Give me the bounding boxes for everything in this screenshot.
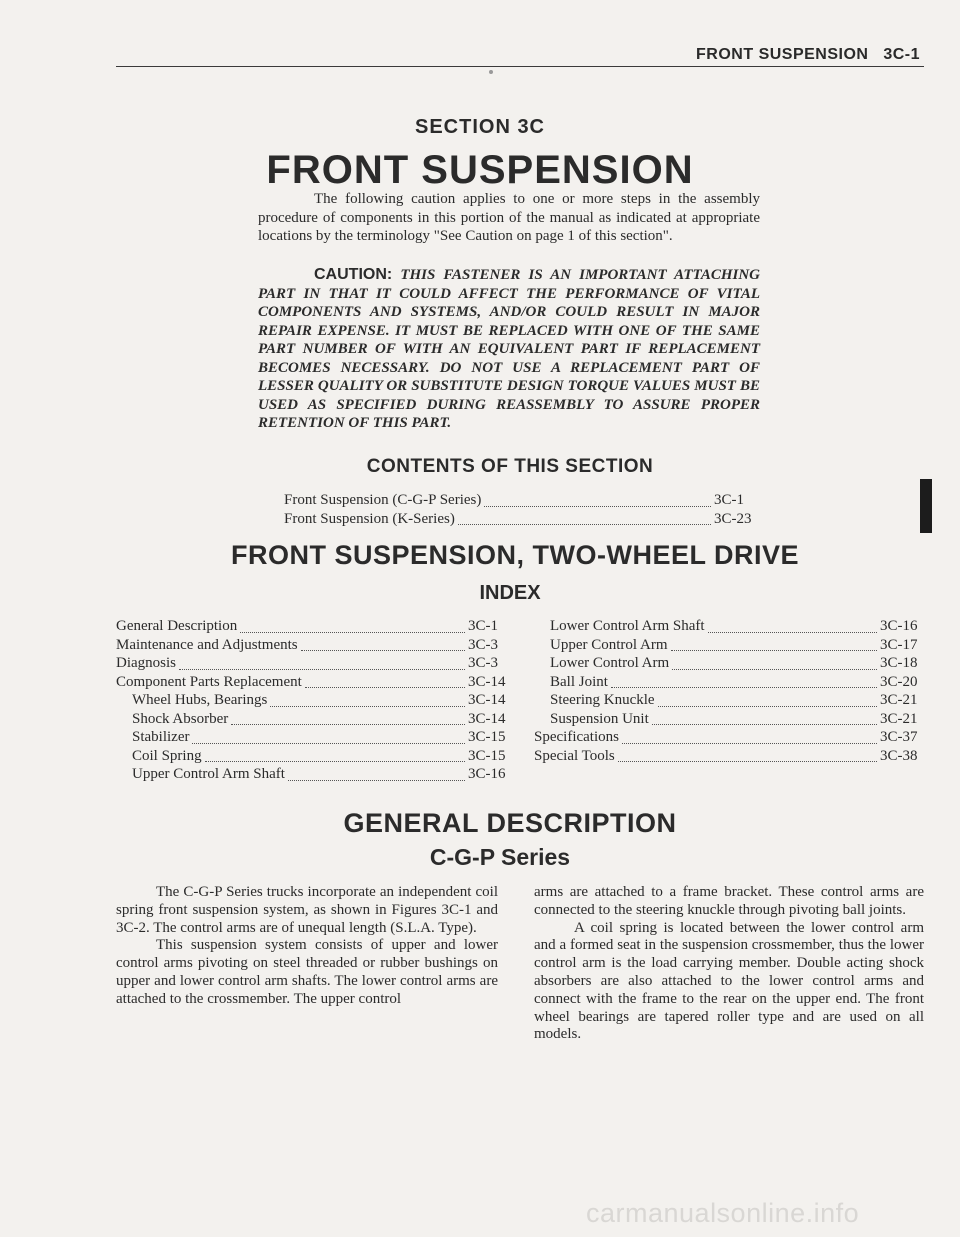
section-tab-marker: [920, 479, 932, 533]
body-paragraph: arms are attached to a frame bracket. These control arms are connected to the steering knuckle through pivoting ball joints.: [534, 884, 924, 918]
contents-item-page: 3C-23: [714, 510, 752, 527]
caution-label: CAUTION:: [314, 266, 393, 283]
index-item-page: 3C-1: [468, 618, 498, 634]
leader-dots: [658, 705, 877, 707]
index-item-label: Diagnosis: [116, 655, 176, 671]
index-title: INDEX: [479, 582, 541, 604]
index-item-page: 3C-21: [880, 692, 918, 708]
index-item-label: Stabilizer: [132, 729, 190, 745]
part-title: FRONT SUSPENSION, TWO-WHEEL DRIVE: [230, 540, 800, 570]
body-paragraph: This suspension system consists of upper and lower control arms pivoting on steel threaded or rubber bushings on upper and lower control arm shafts. The lower control arms are attached to the crossmember. The upper control: [116, 937, 498, 1007]
index-item-label: Specifications: [534, 729, 619, 745]
leader-dots: [458, 523, 711, 525]
intro-paragraph: The following caution applies to one or more steps in the assembly procedure of components in this portion of the manual as indicated at appropriate locations by the terminology "See Caution on page 1 of this section".: [258, 191, 760, 244]
index-item-label: Lower Control Arm Shaft: [550, 618, 705, 634]
contents-item-label: Front Suspension (K-Series): [284, 510, 455, 527]
leader-dots: [240, 631, 465, 633]
index-item-page: 3C-21: [880, 710, 918, 727]
index-item: [116, 637, 514, 656]
contents-list: [284, 492, 770, 529]
leader-dots: [192, 742, 465, 744]
index-item: [116, 729, 514, 748]
index-item: [534, 729, 926, 748]
index-item-page: 3C-20: [880, 673, 918, 690]
index-item: [116, 655, 514, 674]
index-item-page: 3C-14: [468, 710, 506, 727]
index-item: [534, 637, 926, 656]
index-item: [534, 692, 926, 711]
body-column-left: [116, 884, 498, 1009]
index-item: [534, 748, 926, 767]
index-item-page: 3C-37: [880, 729, 918, 745]
index-item-label: Upper Control Arm: [550, 636, 668, 653]
body-paragraph: The C-G-P Series trucks incorporate an independent coil spring front suspension system, as shown in Figures 3C-1 and 3C-2. The control arms are of unequal length (S.L.A. Type).: [116, 884, 498, 936]
contents-item-label: Front Suspension (C-G-P Series): [284, 492, 482, 508]
index-item-label: Ball Joint: [550, 673, 608, 690]
index-item: [534, 711, 926, 730]
print-speck: [489, 70, 493, 74]
index-item-page: 3C-38: [880, 747, 918, 764]
index-item-label: Coil Spring: [132, 747, 202, 764]
leader-dots: [672, 668, 877, 670]
index-item-page: 3C-14: [468, 673, 506, 690]
index-item: [534, 674, 926, 693]
leader-dots: [205, 760, 465, 762]
caution-text: THIS FASTENER IS AN IMPORTANT ATTACHING PART IN THAT IT COULD AFFECT THE PERFORMANCE OF VITAL COMPONENTS AND SYSTEMS, AND/OR COULD RESULT IN MAJOR REPAIR EXPENSE. IT MUST BE REPLACED WITH ONE OF THE SAME PART NUMBER OF WITH AN EQUIVALENT PART IF REPLACEMENT BECOMES NECESSARY. DO NOT USE A REPLACEMENT PART OF LESSER QUALITY OR SUBSTITUTE DESIGN TORQUE VALUES MUST BE USED AS SPECIFIED DURING REASSEMBLY TO ASSURE PROPER RETENTION OF THIS PART.: [258, 267, 761, 431]
leader-dots: [288, 779, 465, 781]
header-rule: [116, 66, 924, 67]
index-item-label: Upper Control Arm Shaft: [132, 766, 285, 782]
leader-dots: [671, 649, 878, 651]
index-item-label: Steering Knuckle: [550, 692, 655, 708]
index-item: [534, 655, 926, 674]
index-item-page: 3C-15: [468, 747, 506, 764]
general-description-subtitle: C-G-P Series: [429, 844, 571, 870]
index-item-page: 3C-15: [468, 729, 506, 745]
running-head: FRONT SUSPENSION 3C-1: [696, 46, 920, 63]
index-item: [116, 711, 514, 730]
index-item: [116, 674, 514, 693]
leader-dots: [270, 705, 465, 707]
general-description-title: GENERAL DESCRIPTION: [343, 808, 677, 838]
leader-dots: [484, 505, 711, 507]
leader-dots: [305, 686, 465, 688]
section-title: FRONT SUSPENSION: [266, 148, 694, 192]
leader-dots: [652, 723, 877, 725]
index-item-label: Wheel Hubs, Bearings: [132, 692, 268, 708]
index-item-page: 3C-16: [468, 766, 506, 782]
index-item-label: Maintenance and Adjustments: [116, 636, 298, 653]
index-item-label: General Description: [116, 618, 238, 634]
contents-item: [284, 492, 770, 511]
leader-dots: [301, 649, 465, 651]
contents-title: CONTENTS OF THIS SECTION: [366, 456, 654, 477]
contents-item: [284, 511, 770, 530]
index-item: [116, 692, 514, 711]
index-item: [116, 748, 514, 767]
index-item: [116, 766, 514, 785]
body-paragraph: A coil spring is located between the lower control arm and a formed seat in the suspension crossmember, thus the lower control arm is the load carrying member. Double acting shock absorbers are also attached to the lower control arms and connect with the frame to the rear on the upper end. The front wheel bearings are tapered roller type and are used on all models.: [534, 919, 924, 1043]
index-right-column: [534, 618, 926, 766]
leader-dots: [622, 742, 877, 744]
leader-dots: [231, 723, 465, 725]
leader-dots: [179, 668, 465, 670]
body-column-right: [534, 884, 924, 1044]
index-item: [116, 618, 514, 637]
watermark: carmanualsonline.info: [586, 1198, 860, 1228]
index-item-page: 3C-3: [468, 636, 498, 653]
index-item-page: 3C-18: [880, 655, 918, 671]
index-item-page: 3C-17: [880, 636, 918, 653]
index-item-label: Special Tools: [534, 747, 615, 764]
index-item-label: Shock Absorber: [132, 710, 229, 727]
index-item-label: Component Parts Replacement: [116, 673, 302, 690]
index-item-page: 3C-16: [880, 618, 918, 634]
leader-dots: [618, 760, 877, 762]
caution-block: [258, 266, 760, 433]
index-item-label: Lower Control Arm: [550, 655, 670, 671]
index-item-page: 3C-14: [468, 692, 506, 708]
index-left-column: [116, 618, 514, 785]
contents-item-page: 3C-1: [714, 492, 744, 508]
index-item: [534, 618, 926, 637]
section-label: SECTION 3C: [414, 116, 546, 138]
leader-dots: [611, 686, 877, 688]
leader-dots: [708, 631, 877, 633]
index-item-label: Suspension Unit: [550, 710, 649, 727]
index-item-page: 3C-3: [468, 655, 498, 671]
